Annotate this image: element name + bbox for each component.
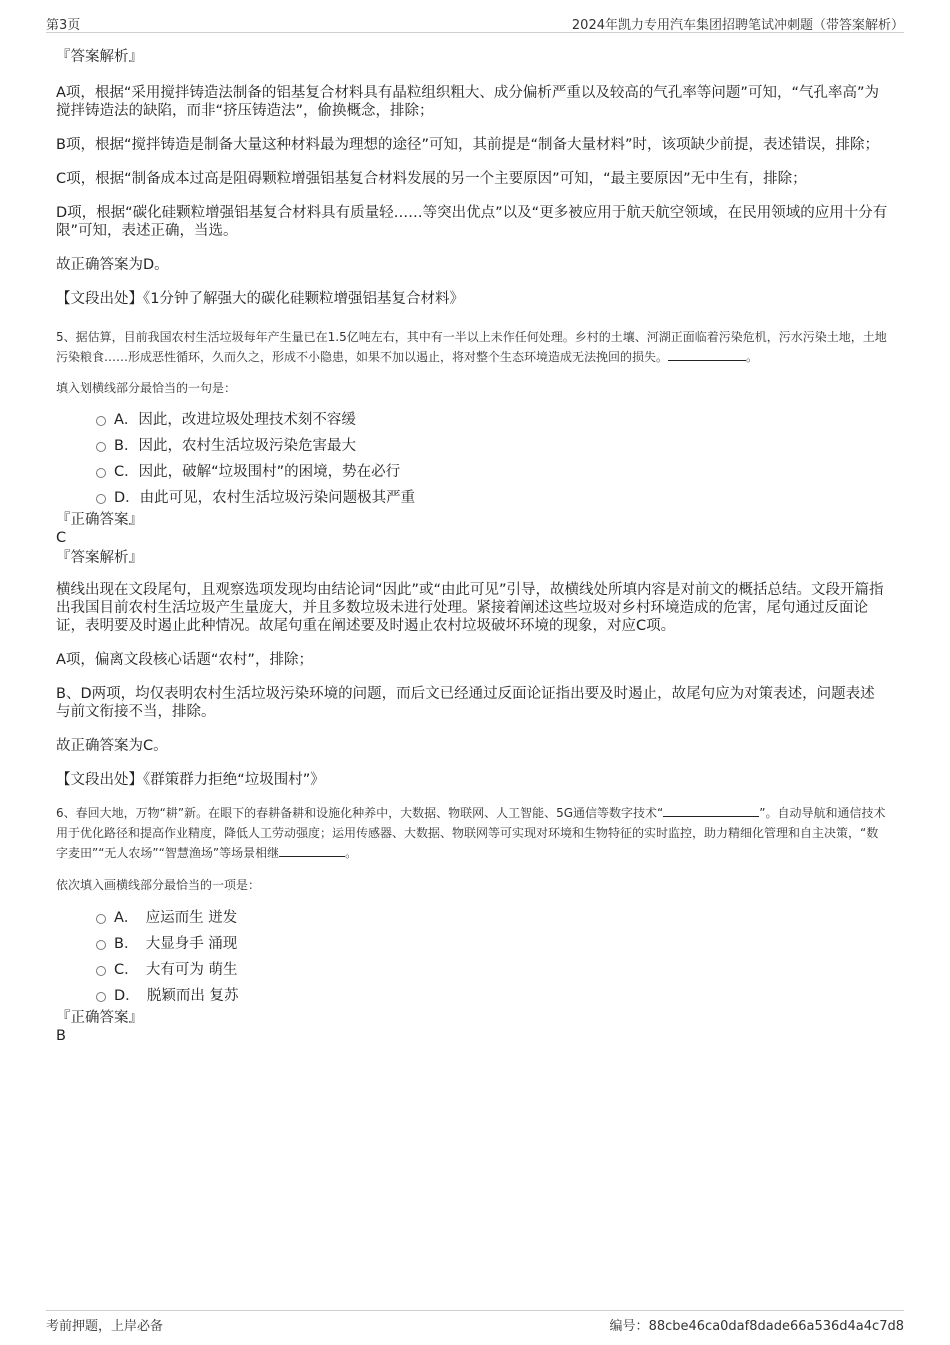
q4-analysis-d: D项，根据“碳化硅颗粒增强铝基复合材料具有质量轻……等突出优点”以及“更多被应用于航天航空领域，在民用领域的应用十分有限”可知，表述正确，当选。 (56, 205, 888, 239)
q5-option-c[interactable]: C．因此，破解“垃圾围村”的困境，势在必行 (56, 463, 888, 489)
q5-answer-label: 『正确答案』 (56, 512, 143, 528)
q6-options (56, 909, 888, 1013)
document-title: 2024年凯力专用汽车集团招聘笔试冲刺题（带答案解析） (571, 18, 904, 33)
q5-source: 【文段出处】《群策群力拒绝“垃圾围村”》 (56, 772, 325, 788)
footer-code: 编号：88cbe46ca0daf8dade66a536d4a4c7d8 (609, 1319, 904, 1334)
q6-blank-2 (279, 843, 345, 857)
q5-option-a[interactable]: A．因此，改进垃圾处理技术刻不容缓 (56, 411, 888, 437)
q5-option-d[interactable]: D．由此可见，农村生活垃圾污染问题极其严重 (56, 489, 888, 515)
radio-icon[interactable] (96, 914, 106, 924)
q6-blank-1 (663, 803, 759, 817)
q6-instruction: 依次填入画横线部分最恰当的一项是： (56, 878, 261, 892)
q5-instruction: 填入划横线部分最恰当的一句是： (56, 381, 237, 395)
q4-conclusion: 故正确答案为D。 (56, 257, 169, 273)
q6-option-b[interactable]: B． 大显身手 涌现 (56, 935, 888, 961)
q5-option-b[interactable]: B．因此，农村生活垃圾污染危害最大 (56, 437, 888, 463)
page-footer (46, 1310, 904, 1335)
q6-answer: B (56, 1028, 66, 1044)
radio-icon[interactable] (96, 940, 106, 950)
q4-analysis-c: C项，根据“制备成本过高是阻碍颗粒增强铝基复合材料发展的另一个主要原因”可知，“最主要原因”无中生有，排除； (56, 171, 807, 187)
q4-source: 【文段出处】《1分钟了解强大的碳化硅颗粒增强铝基复合材料》 (56, 291, 464, 307)
page-number: 第3页 (46, 18, 81, 33)
q5-blank (668, 347, 746, 361)
q5-stem: 5、据估算，目前我国农村生活垃圾每年产生量已在1.5亿吨左右，其中有一半以上未作任何处理。乡村的土壤、河湖正面临着污染危机，污水污染土地，土地污染粮食……形成恶性循环，久而久之，形成不小隐患，如果不加以遏止，将对整个生态环境造成无法挽回的损失。 。 (56, 330, 887, 364)
q5-analysis-bd: B、D两项，均仅表明农村生活垃圾污染环境的问题，而后文已经通过反面论证指出要及时遏止，故尾句应为对策表述，问题表述与前文衔接不当，排除。 (56, 686, 875, 720)
footer-slogan: 考前押题，上岸必备 (46, 1319, 164, 1334)
radio-icon[interactable] (96, 494, 106, 504)
q4-analysis-label: 『答案解析』 (56, 49, 143, 65)
q5-analysis-label: 『答案解析』 (56, 550, 143, 566)
q5-options (56, 411, 888, 515)
q6-stem: 6、春回大地，万物“耕”新。在眼下的春耕备耕和设施化种养中，大数据、物联网、人工智能、5G通信等数字技术“ ”。自动导航和通信技术用于优化路径和提高作业精度，降低人工劳动强度；运用传感器、大数据、物联网等可实现对环境和生物特征的实时监控，助力精细化管理和自主决策，“数字麦田”“无人农场”“智慧渔场”等场景相继 。 (56, 803, 888, 863)
radio-icon[interactable] (96, 442, 106, 452)
q6-option-a[interactable]: A． 应运而生 迸发 (56, 909, 888, 935)
radio-icon[interactable] (96, 468, 106, 478)
q5-analysis-main: 横线出现在文段尾句，且观察选项发现均由结论词“因此”或“由此可见”引导，故横线处所填内容是对前文的概括总结。文段开篇指出我国目前农村生活垃圾产生量庞大，并且多数垃圾未进行处理。紧接着阐述这些垃圾对乡村环境造成的危害，尾句通过反面论证，表明要及时遏止此种情况。故尾句重在阐述要及时遏止农村垃圾破坏环境的现象，对应C项。 (56, 582, 884, 634)
q5-conclusion: 故正确答案为C。 (56, 738, 168, 754)
q4-analysis-a: A项，根据“采用搅拌铸造法制备的铝基复合材料具有晶粒组织粗大、成分偏析严重以及较高的气孔率等问题”可知，“气孔率高”为搅拌铸造法的缺陷，而非“挤压铸造法”，偷换概念，排除； (56, 85, 879, 119)
page-header (46, 12, 904, 33)
q5-answer: C (56, 530, 67, 546)
radio-icon[interactable] (96, 992, 106, 1002)
q6-option-d[interactable]: D． 脱颖而出 复苏 (56, 987, 888, 1013)
q6-option-c[interactable]: C． 大有可为 萌生 (56, 961, 888, 987)
q6-answer-label: 『正确答案』 (56, 1010, 143, 1026)
q4-analysis-b: B项，根据“搅拌铸造是制备大量这种材料最为理想的途径”可知，其前提是“制备大量材料”时，该项缺少前提，表述错误，排除； (56, 137, 879, 153)
radio-icon[interactable] (96, 416, 106, 426)
radio-icon[interactable] (96, 966, 106, 976)
q5-analysis-a: A项，偏离文段核心话题“农村”，排除； (56, 652, 313, 668)
page-content (56, 44, 888, 1045)
